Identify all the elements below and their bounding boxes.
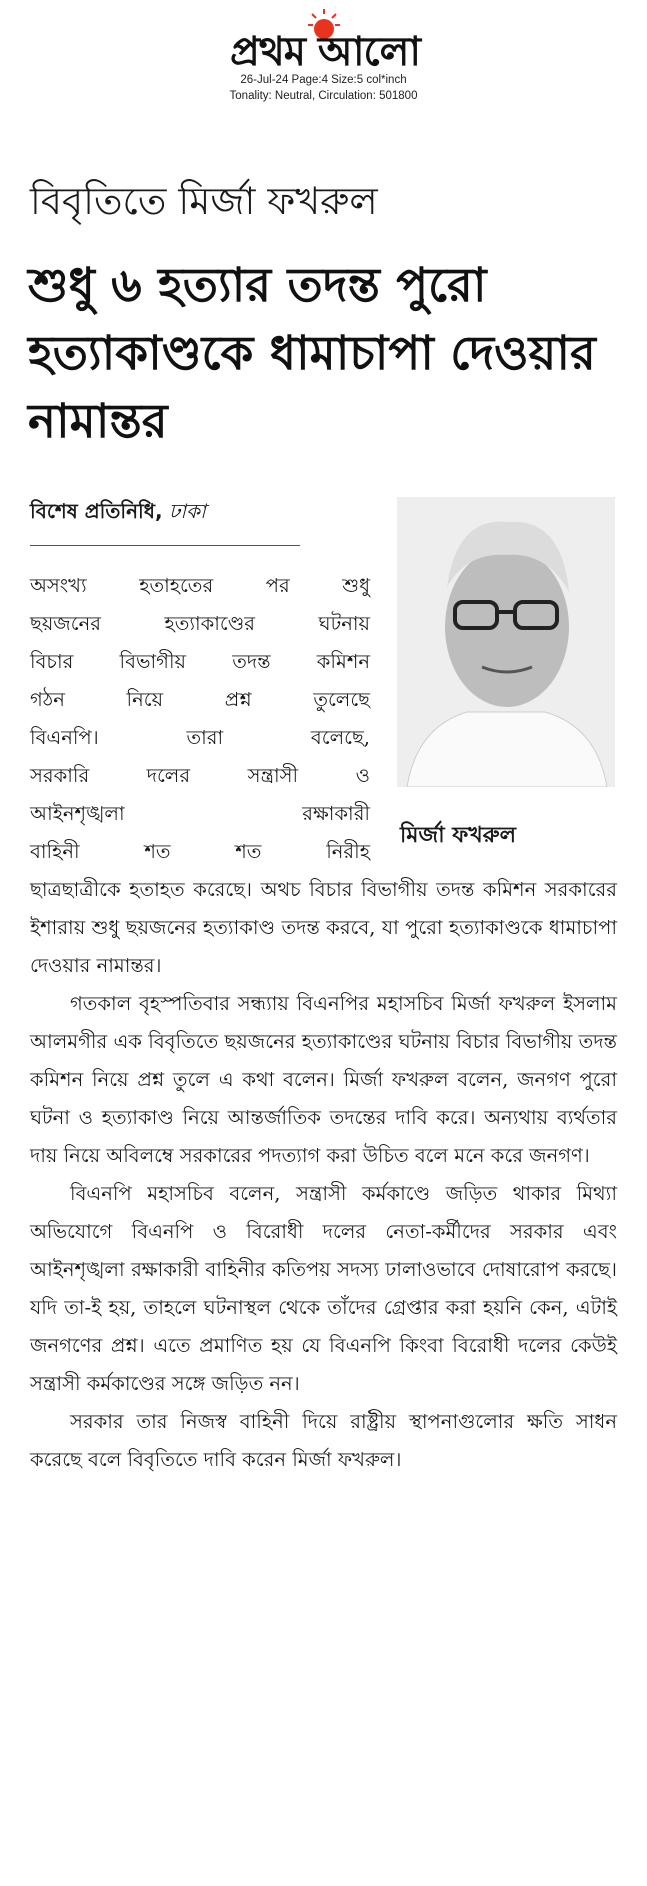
- article-body: [30, 567, 617, 1479]
- byline-place: ঢাকা: [168, 499, 206, 523]
- byline-name: বিশেষ প্রতিনিধি,: [30, 499, 163, 523]
- intro-line: বাহিনী শত শত নিরীহ: [30, 840, 370, 863]
- logo-wordmark: প্রথম আলো: [229, 29, 421, 75]
- intro-line: গঠন নিয়ে প্রশ্ন তুলেছে: [30, 688, 370, 711]
- article-headline: শুধু ৬ হত্যার তদন্ত পুরো হত্যাকাণ্ডকে ধামাচাপা দেওয়ার নামান্তর: [28, 258, 596, 449]
- intro-line: বিএনপি। তারা বলেছে,: [30, 726, 370, 749]
- paragraph-4: সরকার তার নিজস্ব বাহিনী দিয়ে রাষ্ট্রীয় স্থাপনাগুলোর ক্ষতি সাধন করেছে বলে বিবৃতিতে দাবি করেন মির্জা ফখরুল।: [30, 1410, 617, 1471]
- paragraph-2: গতকাল বৃহস্পতিবার সন্ধ্যায় বিএনপির মহাসচিব মির্জা ফখরুল ইসলাম আলমগীর এক বিবৃতিতে ছয়জনের হত্যাকাণ্ডের ঘটনায় বিচার বিভাগীয় তদন্ত কমিশন নিয়ে প্রশ্ন তুলে এ কথা বলেন। মির্জা ফখরুল বলেন, জনগণ পুরো ঘটনা ও হত্যাকাণ্ড নিয়ে আন্তর্জাতিক তদন্তের দাবি করে। অন্যথায় ব্যর্থতার দায় নিয়ে অবিলম্বে সরকারের পদত্যাগ করা উচিত বলে মনে করে জনগণ।: [30, 992, 617, 1167]
- intro-line: অসংখ্য হতাহতের পর শুধু: [30, 574, 370, 597]
- intro-line: ছয়জনের হত্যাকাণ্ডের ঘটনায়: [30, 612, 370, 635]
- clipping-meta-line1: 26-Jul-24 Page:4 Size:5 col*inch: [240, 74, 407, 86]
- intro-line: সরকারি দলের সন্ত্রাসী ও: [30, 764, 370, 787]
- byline-divider: [30, 545, 300, 546]
- intro-line: বিচার বিভাগীয় তদন্ত কমিশন: [30, 650, 370, 673]
- article-kicker: বিবৃতিতে মির্জা ফখরুল: [30, 179, 378, 223]
- intro-paragraph-continued: ছাত্রছাত্রীকে হতাহত করেছে। অথচ বিচার বিভাগীয় তদন্ত কমিশন সরকারের ইশারায় শুধু ছয়জনের হত্যাকাণ্ড তদন্ত করবে, যা পুরো হত্যাকাণ্ডকে ধামাচাপা দেওয়ার নামান্তর।: [30, 878, 617, 977]
- paragraph-3: বিএনপি মহাসচিব বলেন, সন্ত্রাসী কর্মকাণ্ডে জড়িত থাকার মিথ্যা অভিযোগে বিএনপি ও বিরোধী দলের নেতা-কর্মীদের সরকার এবং আইনশৃঙ্খলা রক্ষাকারী বাহিনীর কতিপয় সদস্য ঢালাওভাবে দোষারোপ করছে। যদি তা-ই হয়, তাহলে ঘটনাস্থল থেকে তাঁদের গ্রেপ্তার করা হয়নি কেন, এটাই জনগণের প্রশ্ন। এতে প্রমাণিত হয় যে বিএনপি কিংবা বিরোধী দলের কেউই সন্ত্রাসী কর্মকাণ্ডের সঙ্গে জড়িত নন।: [30, 1182, 617, 1395]
- photo-caption: মির্জা ফখরুল: [400, 823, 517, 848]
- intro-narrow-column: [30, 567, 370, 871]
- intro-line: আইনশৃঙ্খলা রক্ষাকারী: [30, 802, 370, 825]
- byline: [30, 497, 310, 530]
- clipping-meta-line2: Tonality: Neutral, Circulation: 501800: [229, 90, 418, 102]
- masthead: [0, 0, 647, 118]
- newspaper-logo: [185, 6, 465, 75]
